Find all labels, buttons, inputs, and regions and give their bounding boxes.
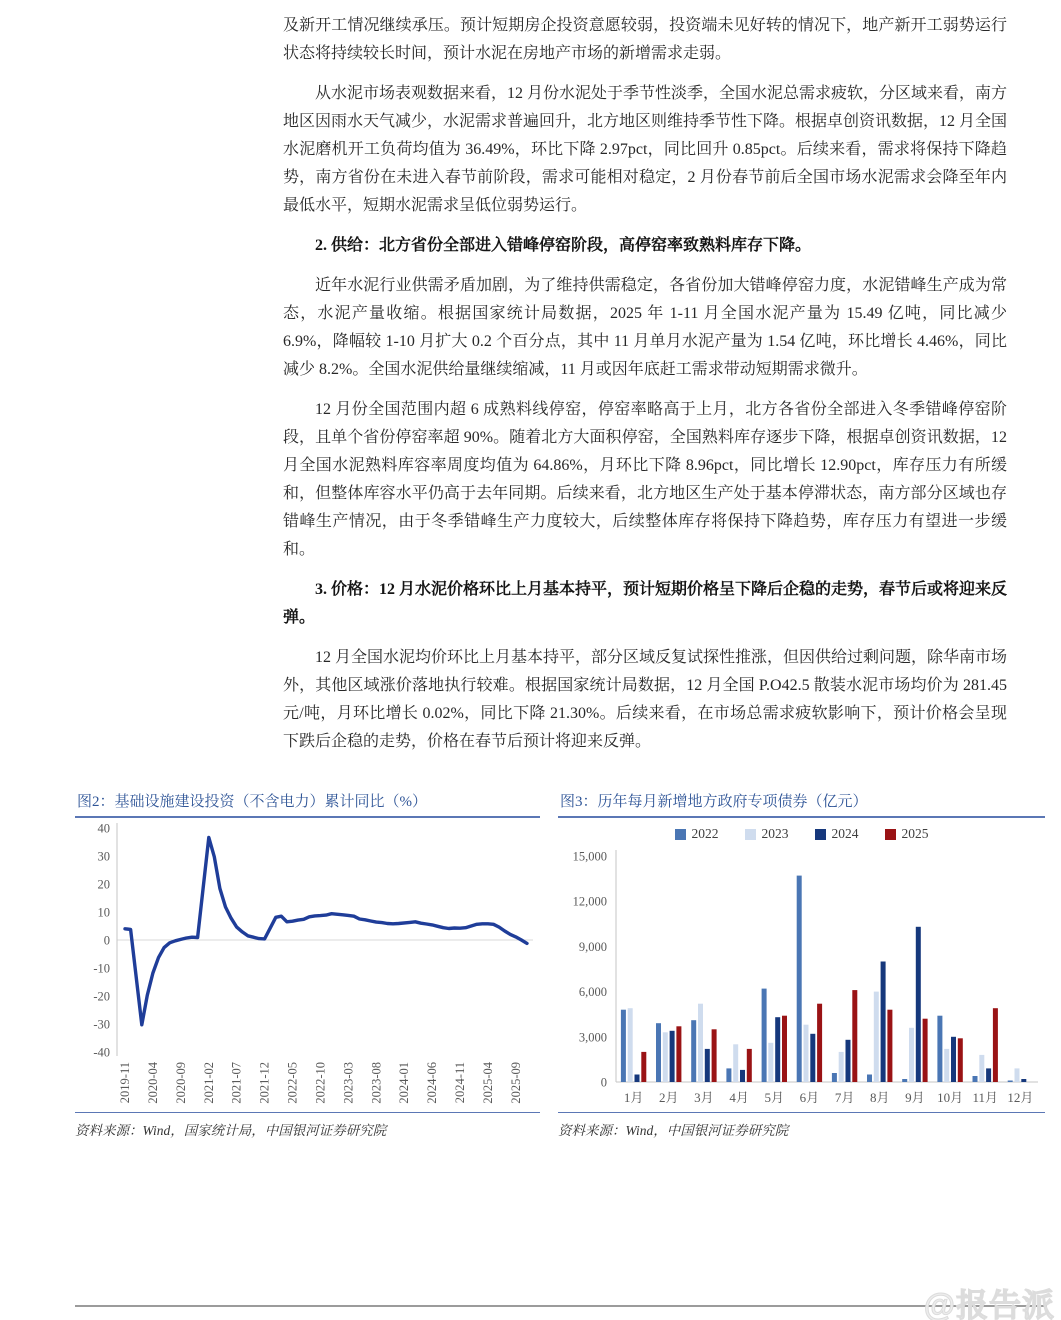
- bar-2023-3月: [698, 1004, 703, 1082]
- bar-2022-11月: [973, 1076, 978, 1082]
- svg-text:2022-10: 2022-10: [313, 1062, 328, 1104]
- watermark-text: @报告派: [923, 1287, 1055, 1320]
- bar-2024-1月: [635, 1075, 640, 1083]
- bar-2022-5月: [762, 989, 767, 1082]
- bar-2025-2月: [676, 1026, 681, 1082]
- figures-row: [75, 788, 1047, 1139]
- bar-2024-3月: [705, 1049, 710, 1082]
- footer-divider: [75, 1305, 1047, 1307]
- svg-text:2月: 2月: [658, 1090, 679, 1105]
- bar-2022-4月: [726, 1068, 731, 1082]
- svg-text:-30: -30: [93, 1017, 110, 1032]
- svg-text:8月: 8月: [869, 1090, 890, 1105]
- line-chart-infrastructure-yoy: [75, 818, 540, 1110]
- bar-2023-1月: [628, 1008, 633, 1082]
- svg-text:2022-05: 2022-05: [285, 1062, 300, 1104]
- bar-2024-5月: [775, 1017, 780, 1082]
- svg-text:4月: 4月: [729, 1090, 749, 1105]
- svg-text:12,000: 12,000: [572, 894, 607, 909]
- svg-text:0: 0: [103, 933, 110, 948]
- svg-text:2020-04: 2020-04: [145, 1062, 160, 1104]
- svg-text:-40: -40: [93, 1045, 110, 1060]
- bar-2023-12月: [1015, 1068, 1020, 1082]
- svg-text:7月: 7月: [834, 1090, 855, 1105]
- bar-2024-11月: [986, 1068, 991, 1082]
- bar-2023-4月: [733, 1044, 738, 1082]
- svg-text:2023-08: 2023-08: [369, 1062, 384, 1104]
- svg-text:2025-04: 2025-04: [480, 1062, 495, 1104]
- bar-2024-12月: [1021, 1079, 1026, 1082]
- svg-text:0: 0: [600, 1075, 607, 1090]
- bar-2025-1月: [641, 1052, 646, 1082]
- bar-2025-9月: [923, 1019, 928, 1082]
- bar-2023-6月: [804, 1025, 809, 1082]
- svg-text:2021-07: 2021-07: [229, 1062, 244, 1104]
- bar-2023-11月: [979, 1055, 984, 1082]
- legend-label-2025: 2025: [901, 826, 929, 841]
- svg-text:30: 30: [97, 849, 110, 864]
- bar-2023-10月: [944, 1049, 949, 1082]
- bar-2025-8月: [887, 1010, 892, 1082]
- bar-chart-special-bonds: [558, 846, 1045, 1110]
- bar-2023-5月: [768, 1043, 773, 1082]
- bar-2022-8月: [867, 1075, 872, 1083]
- section-heading-price: 3. 价格：12 月水泥价格环比上月基本持平，预计短期价格呈下降后企稳的走势，春节后或将迎来反弹。: [283, 581, 1008, 626]
- svg-text:2024-06: 2024-06: [425, 1062, 440, 1104]
- bar-2023-7月: [839, 1052, 844, 1082]
- bar-2023-9月: [909, 1028, 914, 1082]
- figure-3-source: 资料来源：Wind，中国银河证券研究院: [558, 1112, 1045, 1139]
- paragraph-cement-market-data: 从水泥市场表观数据来看，12 月份水泥处于季节性淡季，全国水泥总需求疲软，分区域来看，南方地区因雨水天气减少，水泥需求普遍回升，北方地区则维持季节性下降。根据卓创资讯数据，12 月全国水泥磨机开工负荷均值为 36.49%，环比下降 2.97pct，同比回升 0.85pct。后续来看，需求将保持下降趋势，南方省份在未进入春节前阶段，需求可能相对稳定，2 月份春节前后全国市场水泥需求会降至年内最低水平，短期水泥需求呈低位弱势运行。: [283, 85, 1008, 214]
- svg-text:5月: 5月: [764, 1090, 785, 1105]
- svg-text:10月: 10月: [937, 1090, 964, 1105]
- svg-text:2020-09: 2020-09: [173, 1062, 188, 1104]
- svg-text:40: 40: [97, 821, 110, 836]
- svg-text:12月: 12月: [1007, 1090, 1034, 1105]
- svg-text:11月: 11月: [972, 1090, 999, 1105]
- svg-text:-20: -20: [93, 989, 110, 1004]
- bar-chart-legend: [558, 822, 1045, 846]
- legend-label-2024: 2024: [831, 826, 859, 841]
- legend-swatch-2024: [815, 829, 826, 840]
- svg-text:3月: 3月: [694, 1090, 714, 1105]
- bar-2025-3月: [712, 1029, 717, 1082]
- paragraph-supply-output: 近年水泥行业供需矛盾加剧，为了维持供需稳定，各省份加大错峰停窑力度，水泥错峰生产成为常态，水泥产量收缩。根据国家统计局数据，2025 年 1-11 月全国水泥产量为 15.49 亿吨，同比减少 6.9%，降幅较 1-10 月扩大 0.2 个百分点，其中 11 月单月水泥产量为 1.54 亿吨，环比增长 4.46%，同比减少 8.2%。全国水泥供给量继续缩减，11 月或因年底赶工需求带动短期需求微升。: [283, 277, 1007, 378]
- bar-2025-10月: [958, 1038, 963, 1082]
- svg-text:2024-01: 2024-01: [397, 1062, 412, 1104]
- paragraph-price-detail: 12 月全国水泥均价环比上月基本持平，部分区域反复试探性推涨，但因供给过剩问题，除华南市场外，其他区域涨价落地执行较难。根据国家统计局数据，12 月全国 P.O42.5 散装水泥市场均价为 281.45 元/吨，月环比增长 0.02%，同比下降 21.30%。后续来看，在市场总需求疲软影响下，预计价格会呈现下跌后企稳的走势，价格在春节后预计将迎来反弹。: [283, 649, 1008, 750]
- bar-2024-10月: [951, 1037, 956, 1082]
- bar-2022-12月: [1008, 1081, 1013, 1083]
- svg-text:2019-11: 2019-11: [118, 1062, 132, 1104]
- svg-text:2021-02: 2021-02: [201, 1062, 216, 1104]
- legend-item-2022: [675, 826, 719, 842]
- legend-swatch-2025: [885, 829, 896, 840]
- svg-text:2021-12: 2021-12: [257, 1062, 272, 1104]
- legend-item-2024: [815, 826, 859, 842]
- body-text-column: [283, 12, 1007, 768]
- svg-text:3,000: 3,000: [578, 1030, 607, 1045]
- svg-text:-10: -10: [93, 961, 110, 976]
- legend-item-2025: [885, 826, 929, 842]
- svg-text:20: 20: [97, 877, 110, 892]
- bar-2022-7月: [832, 1073, 837, 1082]
- bar-2024-7月: [846, 1040, 851, 1082]
- paragraph-clinker-inventory: 12 月份全国范围内超 6 成熟料线停窑，停窑率略高于上月，北方各省份全部进入冬季错峰停窑阶段，且单个省份停窑率超 90%。随着北方大面积停窑，全国熟料库存逐步下降，根据卓创资讯数据，12 月全国水泥熟料库容率周度均值为 64.86%，月环比下降 8.96pct，同比增长 12.90pct，库存压力有所缓和，但整体库容水平仍高于去年同期。后续来看，北方地区生产处于基本停滞状态，南方部分区域也存错峰生产情况，由于冬季错峰生产力度较大，后续整体库存将保持下降趋势，库存压力有望进一步缓和。: [283, 401, 1007, 558]
- svg-text:9月: 9月: [905, 1090, 925, 1105]
- figure-2-source: 资料来源：Wind，国家统计局，中国银河证券研究院: [75, 1112, 540, 1139]
- bar-2025-5月: [782, 1016, 787, 1082]
- section-heading-supply: 2. 供给：北方省份全部进入错峰停窑阶段，高停窑率致熟料库存下降。: [315, 237, 812, 254]
- bar-2023-8月: [874, 992, 879, 1082]
- svg-text:2024-11: 2024-11: [453, 1062, 467, 1104]
- bar-2023-2月: [663, 1032, 668, 1082]
- legend-swatch-2023: [745, 829, 756, 840]
- bar-2022-9月: [902, 1079, 907, 1082]
- bar-2025-7月: [852, 990, 857, 1082]
- bar-2024-4月: [740, 1070, 745, 1082]
- bar-2024-8月: [881, 962, 886, 1083]
- bar-2022-6月: [797, 876, 802, 1082]
- bar-2025-4月: [747, 1049, 752, 1082]
- paragraph-demand-continuation: 及新开工情况继续承压。预计短期房企投资意愿较弱，投资端未见好转的情况下，地产新开工弱势运行状态将持续较长时间，预计水泥在房地产市场的新增需求走弱。: [283, 17, 1007, 62]
- svg-text:10: 10: [97, 905, 110, 920]
- svg-text:1月: 1月: [623, 1090, 644, 1105]
- svg-text:6,000: 6,000: [578, 985, 607, 1000]
- bar-2024-2月: [670, 1031, 675, 1082]
- bar-2024-9月: [916, 927, 921, 1082]
- figure-2-infrastructure-investment: [75, 788, 540, 1139]
- svg-text:15,000: 15,000: [572, 849, 607, 864]
- bar-2025-6月: [817, 1004, 822, 1082]
- bar-2025-11月: [993, 1008, 998, 1082]
- legend-label-2022: 2022: [691, 826, 719, 841]
- figure-3-title: 图3：历年每月新增地方政府专项债券（亿元）: [558, 788, 1045, 818]
- bar-2022-10月: [937, 1016, 942, 1082]
- svg-text:6月: 6月: [799, 1090, 820, 1105]
- legend-item-2023: [745, 826, 789, 842]
- bar-2022-1月: [621, 1010, 626, 1082]
- figure-3-special-bonds: [558, 788, 1045, 1139]
- svg-text:2023-03: 2023-03: [341, 1062, 356, 1104]
- svg-text:2025-09: 2025-09: [508, 1062, 523, 1104]
- bar-2024-6月: [810, 1034, 815, 1082]
- bar-2022-3月: [691, 1020, 696, 1082]
- bar-2022-2月: [656, 1023, 661, 1082]
- legend-swatch-2022: [675, 829, 686, 840]
- legend-label-2023: 2023: [761, 826, 789, 841]
- svg-text:9,000: 9,000: [578, 939, 607, 954]
- figure-2-title: 图2：基础设施建设投资（不含电力）累计同比（%）: [75, 788, 540, 818]
